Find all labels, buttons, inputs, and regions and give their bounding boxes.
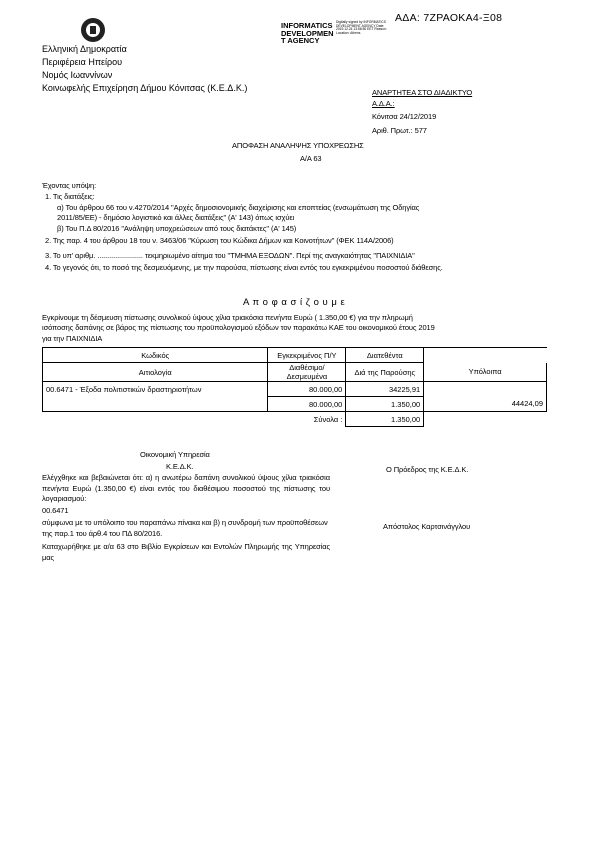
header-line-1: Ελληνική Δημοκρατία [42, 44, 127, 54]
finance-balance-note: σύμφωνα με το υπόλοιπο του παραπάνω πίνακα και β) η συνδρομή των προϋποθέσεων της παρ.1 του άρθ.4 του ΠΔ 80/2016. [42, 518, 328, 538]
decision-title: ΑΠΟΦΑΣΗ ΑΝΑΛΗΨΗΣ ΥΠΟΧΡΕΩΣΗΣ [232, 141, 364, 150]
header-remaining: Υπόλοιπα [424, 363, 547, 382]
ida-signature-text: Digitally signed by INFORMATICS DEVELOPMENT AGENCY Date: 2019.12.24 13:58:50 EET Reason: Location: Athens [336, 20, 387, 35]
header-approved: Εγκεκριμένος Π/Υ [268, 348, 346, 363]
row2-remaining: 44424,09 [424, 397, 547, 412]
considering-item-4: 4. Το γεγονός ότι, το ποσό της δεσμευόμενης, με την παρούσα, πίστωσης είναι εντός του εγκεκριμένου ποσοστού διάθεσης. [45, 263, 443, 272]
post-online-note: ΑΝΑΡΤΗΤΕΑ ΣΤΟ ΔΙΑΔΙΚΤΥΟ [372, 88, 473, 97]
decision-number: Α/Α 63 [300, 154, 322, 163]
protocol-number: Αριθ. Πρωτ.: 577 [372, 126, 427, 135]
ada-label: Α.Δ.Α.: [372, 99, 395, 108]
finance-title: Οικονομική Υπηρεσία [140, 450, 210, 459]
table-row [43, 382, 547, 397]
header-line-4: Κοινωφελής Επιχείρηση Δήμου Κόνιτσας (Κ.Ε.Δ.Κ.) [42, 83, 248, 93]
president-title: Ο Πρόεδρος της Κ.Ε.Δ.Κ. [386, 465, 469, 474]
row2-by-this: 1.350,00 [346, 397, 424, 412]
considering-item-3: 3. Το υπ' αριθμ. ....................... τεκμηριωμένο αίτημα του "ΤΜΗΜΑ ΕΞΟΔΩΝ". Περί της αναγκαιότητας "ΠΑΙΧΝΙΔΙΑ" [45, 251, 415, 260]
ada-code: ΑΔΑ: 7ΖΡΑΟΚΑ4-Ξ08 [395, 12, 503, 24]
finance-verification: Ελέγχθηκε και βεβαιώνεται ότι: α) η ανωτέρω δαπάνη συνολικού ύψους χίλια τριακόσια πενήντα Ευρώ (1.350,00 €) είναι εντός του διαθέσιμου ποσοστού της πίστωσης του λογαριασμού: [42, 473, 330, 503]
table-header-row-1 [43, 348, 547, 363]
considering-intro: Έχοντας υπόψη: [42, 181, 97, 190]
row1-approved: 80.000,00 [268, 382, 346, 397]
ida-line-2: DEVELOPMEN [281, 28, 334, 38]
table-header-row-2 [43, 363, 547, 382]
considering-item-1: 1. Τις διατάξεις: [45, 192, 95, 201]
considering-item-1b: β) Του Π.Δ 80/2016 "Ανάληψη υποχρεώσεων από τους διατάκτες" (Α' 145) [57, 224, 297, 233]
header-code: Κωδικός [43, 348, 268, 363]
decide-heading: Α π ο φ α σ ί ζ ο υ μ ε [243, 297, 346, 308]
header-line-2: Περιφέρεια Ηπείρου [42, 57, 123, 67]
decide-line-1: Εγκρίνουμε τη δέσμευση πίστωσης συνολικού ύψους χίλια τριακόσια πενήντα Ευρώ ( 1.350,00 €) για την πληρωμή [42, 313, 413, 322]
row2-approved: 80.000,00 [268, 397, 346, 412]
decide-line-2: ισόποσης δαπάνης σε βάρος της πίστωσης του προϋπολογισμού εξόδων τον παρακάτω ΚΑΕ του οικονομικού έτους 2019 [42, 323, 435, 332]
considering-item-1a: α) Του άρθρου 66 του ν.4270/2014 "Αρχές δημοσιονομικής διαχείρισης και εποπτείας (ενσωμάτωση της Οδηγίας [57, 203, 420, 212]
header-reason: Αιτιολογία [43, 363, 268, 382]
header-distributable: Διαθέσιμο/Δεσμευμένα [268, 363, 346, 382]
total-value: 1.350,00 [346, 412, 424, 427]
finance-account: 00.6471 [42, 506, 69, 515]
table-row [43, 397, 547, 412]
finance-registration-note: Καταχωρήθηκε με α/α 63 στο Βιβλίο Εγκρίσεων και Εντολών Πληρωμής της Υπηρεσίας μας [42, 542, 330, 562]
ida-line-1: INFORMATICS [281, 21, 333, 30]
header-line-3: Νομός Ιωαννίνων [42, 70, 113, 80]
row1-available: 34225,91 [346, 382, 424, 397]
considering-item-2: 2. Της παρ. 4 του άρθρου 18 του ν. 3463/06 "Κύρωση του Κώδικα Δήμων και Κοινοτήτων" (ΦΕΚ 114Α/2006) [45, 236, 394, 245]
ida-line-3: T AGENCY [281, 36, 320, 45]
header-blank [424, 348, 547, 363]
budget-table [42, 347, 547, 427]
header-available: Διατεθέντα [346, 348, 424, 363]
row-label: 00.6471 - Έξοδα πολιτιστικών δραστηριοτήτων [43, 382, 268, 397]
decide-line-3: για την ΠΑΙΧΝΙΔΙΑ [42, 334, 103, 343]
president-name: Απόστολος Καρτσινάγγλου [383, 522, 471, 531]
finance-subtitle: Κ.Ε.Δ.Κ. [166, 462, 194, 471]
place-date: Κόνιτσα 24/12/2019 [372, 112, 437, 121]
ida-logo [281, 22, 334, 45]
hellenic-republic-seal-icon [81, 18, 105, 42]
table-total-row [43, 412, 547, 427]
total-label: Σύνολα : [268, 412, 346, 427]
considering-item-1a-cont: 2011/85/ΕΕ) - δημόσιο λογιστικό και άλλες διατάξεις" (Α' 143) όπως ισχύει [57, 213, 295, 222]
header-by-this: Διά της Παρούσης [346, 363, 424, 382]
